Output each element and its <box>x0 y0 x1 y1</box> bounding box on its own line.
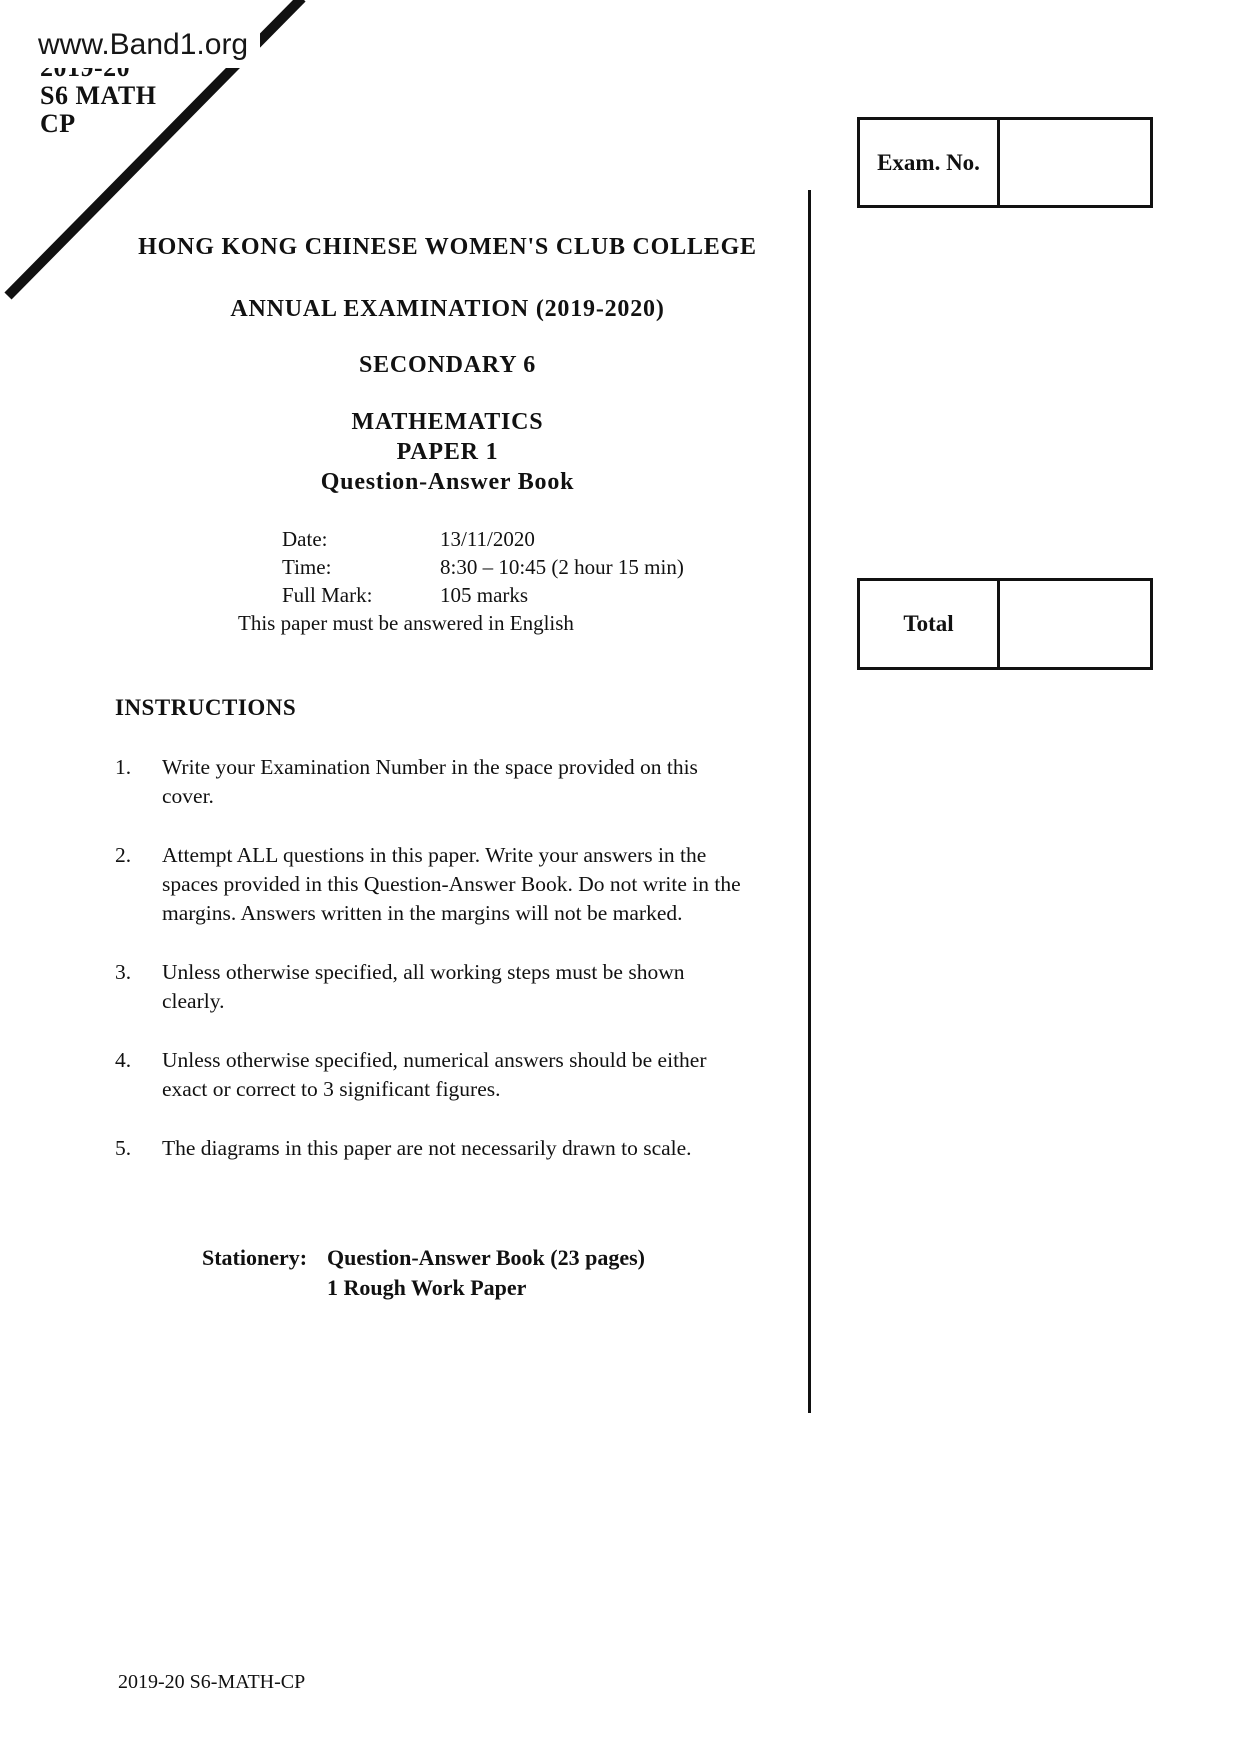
school-name: HONG KONG CHINESE WOMEN'S CLUB COLLEGE <box>138 234 757 260</box>
watermark: www.Band1.org <box>28 22 260 68</box>
exam-number-field[interactable] <box>1000 120 1150 205</box>
instruction-number: 1. <box>115 755 132 779</box>
stationery-label: Stationery: <box>202 1245 308 1270</box>
instruction-text: Write your Examination Number in the space provided on this cover. <box>162 755 698 808</box>
subject-title: MATHEMATICS <box>351 409 544 435</box>
date-label: Date: <box>282 527 328 551</box>
instruction-item-5 <box>115 1134 760 1163</box>
instruction-text: Attempt ALL questions in this paper. Write your answers in the spaces provided in this Question-Answer Book. Do not write in the margins. Answers written in the margins will not be marked. <box>162 843 741 925</box>
corner-code-class: S6 MATH <box>40 81 157 110</box>
exam-details <box>282 525 684 609</box>
margin-rule-line <box>808 190 811 1413</box>
instructions-list <box>115 753 760 1193</box>
time-label: Time: <box>282 555 332 579</box>
instruction-number: 2. <box>115 843 132 867</box>
instruction-text: Unless otherwise specified, numerical answers should be either exact or correct to 3 significant figures. <box>162 1048 707 1101</box>
instruction-item-2 <box>115 841 760 928</box>
total-label: Total <box>860 581 1000 667</box>
language-note: This paper must be answered in English <box>238 611 574 635</box>
exam-number-box <box>857 117 1153 208</box>
detail-row-full-mark <box>282 581 684 609</box>
instruction-number: 3. <box>115 960 132 984</box>
paper-title: PAPER 1 <box>396 439 499 465</box>
instruction-number: 5. <box>115 1136 132 1160</box>
instruction-number: 4. <box>115 1048 132 1072</box>
time-value: 8:30 – 10:45 (2 hour 15 min) <box>440 555 684 579</box>
total-score-field[interactable] <box>1000 581 1150 667</box>
book-type: Question-Answer Book <box>320 469 575 495</box>
instructions-heading: INSTRUCTIONS <box>115 695 297 720</box>
detail-row-time <box>282 553 684 581</box>
stationery-lines <box>327 1243 645 1303</box>
instruction-item-4 <box>115 1046 760 1104</box>
detail-row-date <box>282 525 684 553</box>
level-title: SECONDARY 6 <box>358 352 537 378</box>
instruction-item-1 <box>115 753 760 811</box>
stationery-line-2: 1 Rough Work Paper <box>327 1275 527 1300</box>
stationery-block <box>202 1243 645 1303</box>
exam-title: ANNUAL EXAMINATION (2019-2020) <box>230 296 665 322</box>
date-value: 13/11/2020 <box>440 527 535 551</box>
instruction-text: Unless otherwise specified, all working steps must be shown clearly. <box>162 960 685 1013</box>
full-mark-value: 105 marks <box>440 583 529 607</box>
instruction-text: The diagrams in this paper are not necessarily drawn to scale. <box>162 1136 692 1160</box>
exam-number-label: Exam. No. <box>860 120 1000 205</box>
total-score-box <box>857 578 1153 670</box>
instruction-item-3 <box>115 958 760 1016</box>
stationery-line-1: Question-Answer Book (23 pages) <box>327 1245 646 1270</box>
footer-document-code: 2019-20 S6-MATH-CP <box>118 1671 306 1693</box>
corner-code-paper: CP <box>40 109 76 138</box>
full-mark-label: Full Mark: <box>282 583 373 607</box>
